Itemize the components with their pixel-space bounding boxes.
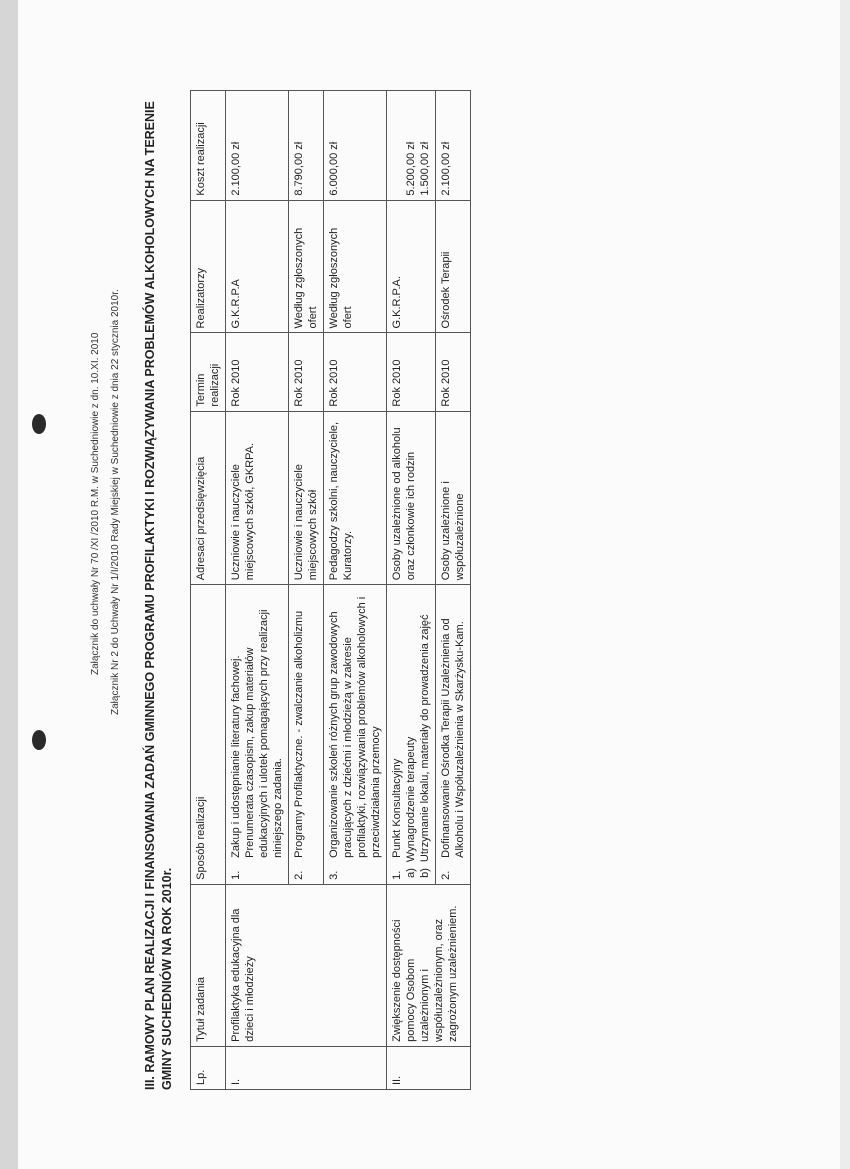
way-text: Punkt Konsultacyjny — [391, 758, 403, 858]
sub-label: b) — [419, 868, 431, 878]
way-text: Dofinansowanie Ośrodka Terapii Uzależnienia od Alkoholu i Współuzależnienia w Skarżysku-Kam. — [440, 618, 466, 858]
addressees-cell: Uczniowie i nauczyciele miejscowych szkół — [289, 411, 324, 585]
cost-cell: 2.100,00 zł — [226, 91, 289, 201]
item-number: 2. — [293, 870, 305, 880]
term-cell: Rok 2010 — [289, 333, 324, 411]
realizers-cell: Według zgłoszonych ofert — [324, 200, 387, 333]
sub-label: a) — [405, 868, 417, 878]
header-way: Sposób realizacji — [191, 585, 226, 885]
realizers-cell: Ośrodek Terapii — [436, 200, 471, 333]
term-cell: Rok 2010 — [387, 333, 436, 411]
item-number: 1. — [391, 870, 403, 880]
cost-a: 5.200,00 zł — [405, 141, 417, 196]
document-heading: III. RAMOWY PLAN REALIZACJI I FINANSOWANIA ZADAŃ GMINNEGO PROGRAMU PROFILAKTYKI I ROZWIĄZYWANIA PROBLEMÓW ALKOHOLOWYCH NA TERENIE GMINY SUCHEDNIÓW NA ROK 2010r. — [143, 101, 174, 1090]
sub-text: Wynagrodzenie terapeuty — [405, 736, 417, 863]
way-text: Zakup i udostępnianie literatury fachowej. Prenumerata czasopism, zakup materiałów edukacyjnych i ulotek pomagających przy realizacji niniejszego zadania. — [230, 609, 284, 858]
realizers-cell: G.K.R.P.A. — [387, 200, 436, 333]
way-cell — [436, 585, 471, 885]
cost-b: 1.500,00 zł — [419, 141, 431, 196]
realizers-cell: G.K.R.P.A — [226, 200, 289, 333]
resolution-note: Załącznik do uchwały Nr 70 /XI /2010 R.M. w Suchedniowie z dn. 10.XI. 2010 — [90, 332, 101, 675]
addressees-cell: Pedagodzy szkolni, nauczyciele, Kuratorzy. — [324, 411, 387, 585]
table-header-row — [191, 91, 226, 1090]
scan-edge — [0, 0, 18, 1169]
header-lp: Lp. — [191, 1046, 226, 1089]
table-row — [226, 91, 289, 1090]
plan-table — [190, 90, 471, 1090]
item-number: 1. — [230, 870, 242, 880]
header-cost: Koszt realizacji — [191, 91, 226, 201]
addressees-cell: Osoby uzależnione i współuzależnione — [436, 411, 471, 585]
table-row — [387, 91, 436, 1090]
header-title: Tytuł zadania — [191, 884, 226, 1046]
cost-cell: 6.000,00 zł — [324, 91, 387, 201]
rotated-document — [90, 90, 820, 1090]
way-text: Organizowanie szkoleń różnych grup zawodowych pracujących z dziećmi i młodzieżą w zakresie profilaktyki, rozwiązywania problemów alkoholowych i przeciwdziałania przemocy — [328, 596, 382, 858]
way-text: Programy Profilaktyczne. - zwalczanie alkoholizmu — [293, 610, 305, 858]
way-cell — [226, 585, 289, 885]
way-cell — [324, 585, 387, 885]
cost-cell — [387, 91, 436, 201]
task-lp: II. — [387, 1046, 471, 1089]
task-lp: I. — [226, 1046, 387, 1089]
header-realizers: Realizatorzy — [191, 200, 226, 333]
term-cell: Rok 2010 — [324, 333, 387, 411]
cost-cell: 8.790,00 zł — [289, 91, 324, 201]
attachment-note: Załącznik Nr 2 do Uchwały Nr 1/I/2010 Rady Miejskiej w Suchedniowie z dnia 22 stycznia 2010r. — [110, 289, 121, 715]
task-title: Profilaktyka edukacyjna dla dzieci i młodzieży — [226, 884, 387, 1046]
punch-hole — [32, 414, 46, 434]
way-cell — [387, 585, 436, 885]
term-cell: Rok 2010 — [226, 333, 289, 411]
sub-text: Utrzymanie lokalu, materiały do prowadzenia zajęć — [419, 614, 431, 863]
item-number: 2. — [440, 870, 452, 880]
punch-hole — [32, 730, 46, 750]
header-term: Termin realizacji — [191, 333, 226, 411]
way-cell — [289, 585, 324, 885]
item-number: 3. — [328, 870, 340, 880]
addressees-cell: Osoby uzależnione od alkoholu oraz członkowie ich rodzin — [387, 411, 436, 585]
header-addressees: Adresaci przedsięwzięcia — [191, 411, 226, 585]
task-title: Zwiększenie dostępności pomocy Osobom uzależnionym i współuzależnionym, oraz zagrożonym uzależnieniem. — [387, 884, 471, 1046]
addressees-cell: Uczniowie i nauczyciele miejscowych szkół, GKRPA. — [226, 411, 289, 585]
term-cell: Rok 2010 — [436, 333, 471, 411]
cost-cell: 2.100,00 zł — [436, 91, 471, 201]
realizers-cell: Według zgłoszonych ofert — [289, 200, 324, 333]
